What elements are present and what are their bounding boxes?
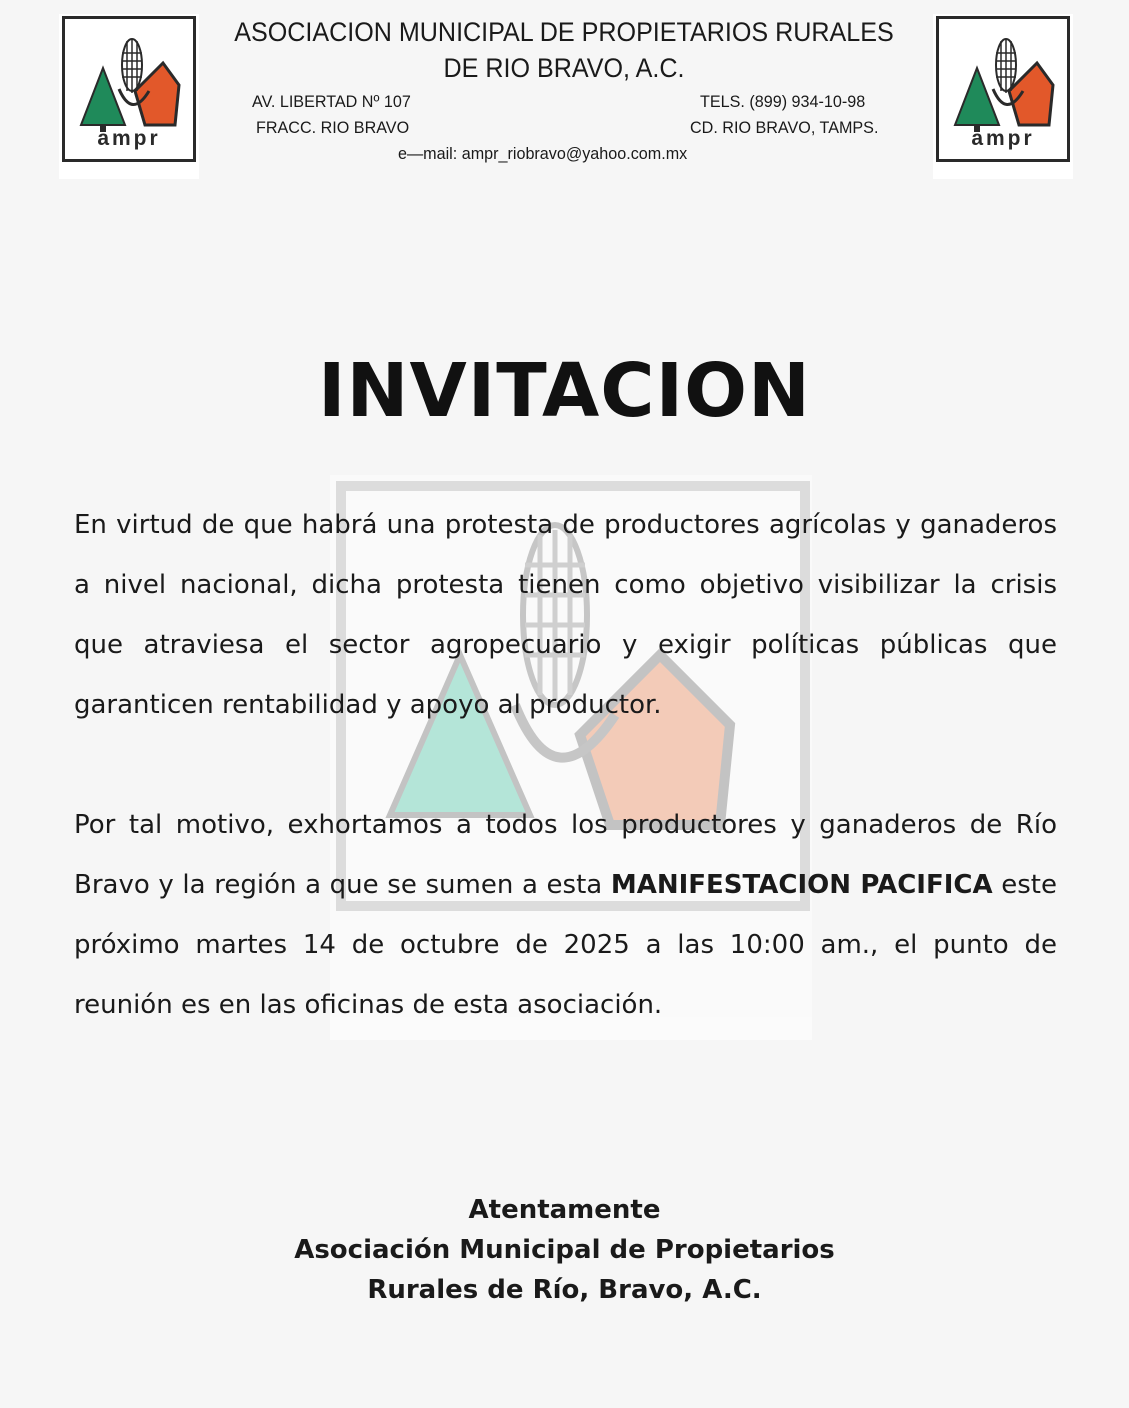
paragraph-2-text-end: este próximo martes 14 de octubre de 2025 a las 10:00 am., el punto de reunión es en las oficinas de esta asociación. [74,870,1057,1020]
ampr-emblem-icon [75,33,185,133]
address-street: AV. LIBERTAD Nº 107 [252,92,411,111]
logo-left [59,14,199,179]
org-name-line2: DE RIO BRAVO, A.C. [443,53,685,83]
address-neighborhood: FRACC. RIO BRAVO [256,118,410,137]
closing-text: Atentamente [468,1195,661,1225]
logo-frame [936,16,1070,162]
city-state: CD. RIO BRAVO, TAMPS. [690,118,879,137]
logo-right [933,14,1073,179]
paragraph-2-text-start: Por tal motivo, exhortamos a todos los productores y ganaderos de Río Bravo y la región a que se sumen a esta [74,810,1057,900]
org-name-line1: ASOCIACION MUNICIPAL DE PROPIETARIOS RURALES [234,17,894,47]
signature-org-line1: Asociación Municipal de Propietarios [294,1235,835,1265]
paragraph-1: En virtud de que habrá una protesta de productores agrícolas y ganaderos a nivel nacional, dicha protesta tienen como objetivo visibilizar la crisis que atraviesa el sector agropecuario y exigir políticas públicas que garanticen rentabilidad y apoyo al productor. [74,510,1057,720]
signature-block [0,1190,1129,1310]
phone-number: TELS. (899) 934-10-98 [700,92,866,111]
ampr-emblem-icon [949,33,1059,133]
paragraph-2-emphasis: MANIFESTACION PACIFICA [610,870,993,900]
email-address: e—mail: ampr_riobravo@yahoo.com.mx [398,144,688,163]
logo-frame [62,16,196,162]
page-title: INVITACION [318,348,811,434]
logo-label: ampr [971,127,1035,150]
paragraph-2 [74,795,1057,1035]
signature-org-line2: Rurales de Río, Bravo, A.C. [367,1275,762,1305]
letterhead [200,14,928,86]
logo-label: ampr [97,127,161,150]
